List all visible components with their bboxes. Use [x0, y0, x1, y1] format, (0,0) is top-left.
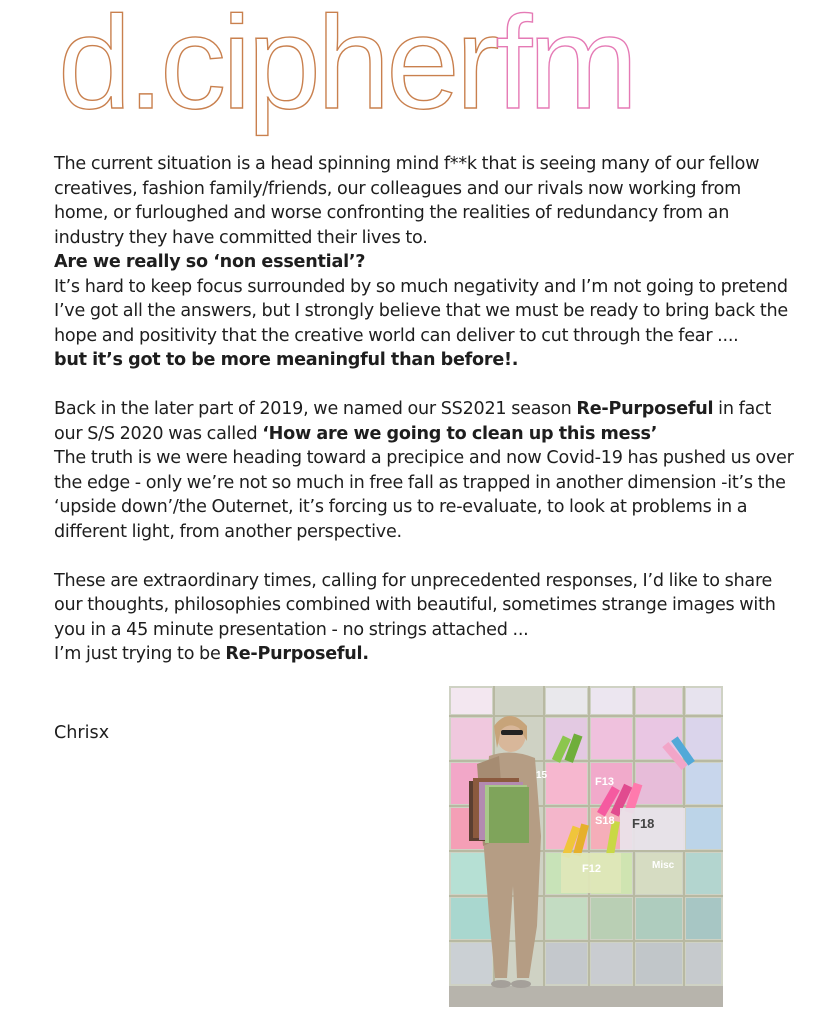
question-heading: Are we really so ‘non essential’?	[54, 252, 366, 272]
ss2020-name: ‘How are we going to clean up this mess’	[262, 423, 658, 444]
brand-logo	[58, 0, 768, 145]
drawer-label-f12: F12	[582, 863, 601, 875]
paragraph-truth: The truth is we were heading toward a precipice and now Covid-19 has pushed us over the edge - only we’re not so much in free fall as trapped in another dimension -it’s the ‘upside down’/the Outernet, it’s forcing us to re-evaluate, to look at problems in a different light, from another perspective.	[54, 448, 794, 542]
drawer-label-s18: S18	[595, 815, 615, 827]
paragraph-last	[54, 642, 796, 667]
drawer-label-15: 15	[536, 770, 548, 781]
last-bold: Re-Purposeful.	[225, 644, 369, 664]
season-intro: Back in the later part of 2019, we named our SS2021 season	[54, 399, 577, 419]
paragraph-intro: The current situation is a head spinning mind f**k that is seeing many of our fellow creatives, fashion family/friends, our colleagues and our rivals now working from home, or furloughed and worse confronting the realities of redundancy from an industry they have committed their lives to.	[54, 154, 760, 248]
photo-woman-with-fabric-swatches	[449, 686, 723, 1007]
brand-logo-part1: d.cipher	[58, 0, 496, 136]
drawer-label-misc: Misc	[652, 860, 675, 871]
paragraph-season	[54, 397, 796, 446]
drawer-label-f18: F18	[632, 816, 655, 831]
svg-text:d.cipherfm	[58, 0, 634, 136]
season-name: Re-Purposeful	[576, 399, 714, 419]
brand-logo-part2: fm	[495, 0, 635, 136]
paragraph-focus: It’s hard to keep focus surrounded by so much negativity and I’m not going to pretend I’ve got all the answers, but I strongly believe that we must be ready to bring back the hope and positivity that the creative world can deliver to cut through the fear ....	[54, 276, 788, 346]
photo-illustration	[449, 686, 723, 1007]
paragraph-extraordinary: These are extraordinary times, calling for unprecedented responses, I’d like to share our thoughts, philosophies combined with beautiful, sometimes strange images with you in a 45 minute presentation - no strings attached ...	[54, 570, 776, 640]
letter-body	[54, 152, 796, 667]
last-intro: I’m just trying to be	[54, 644, 226, 664]
signature: Chrisx	[54, 723, 110, 743]
season-mid: in fact our S/S 2020 was called	[54, 399, 772, 444]
paragraph-meaningful: but it’s got to be more meaningful than before!.	[54, 350, 519, 370]
drawer-label-f13: F13	[595, 776, 614, 788]
